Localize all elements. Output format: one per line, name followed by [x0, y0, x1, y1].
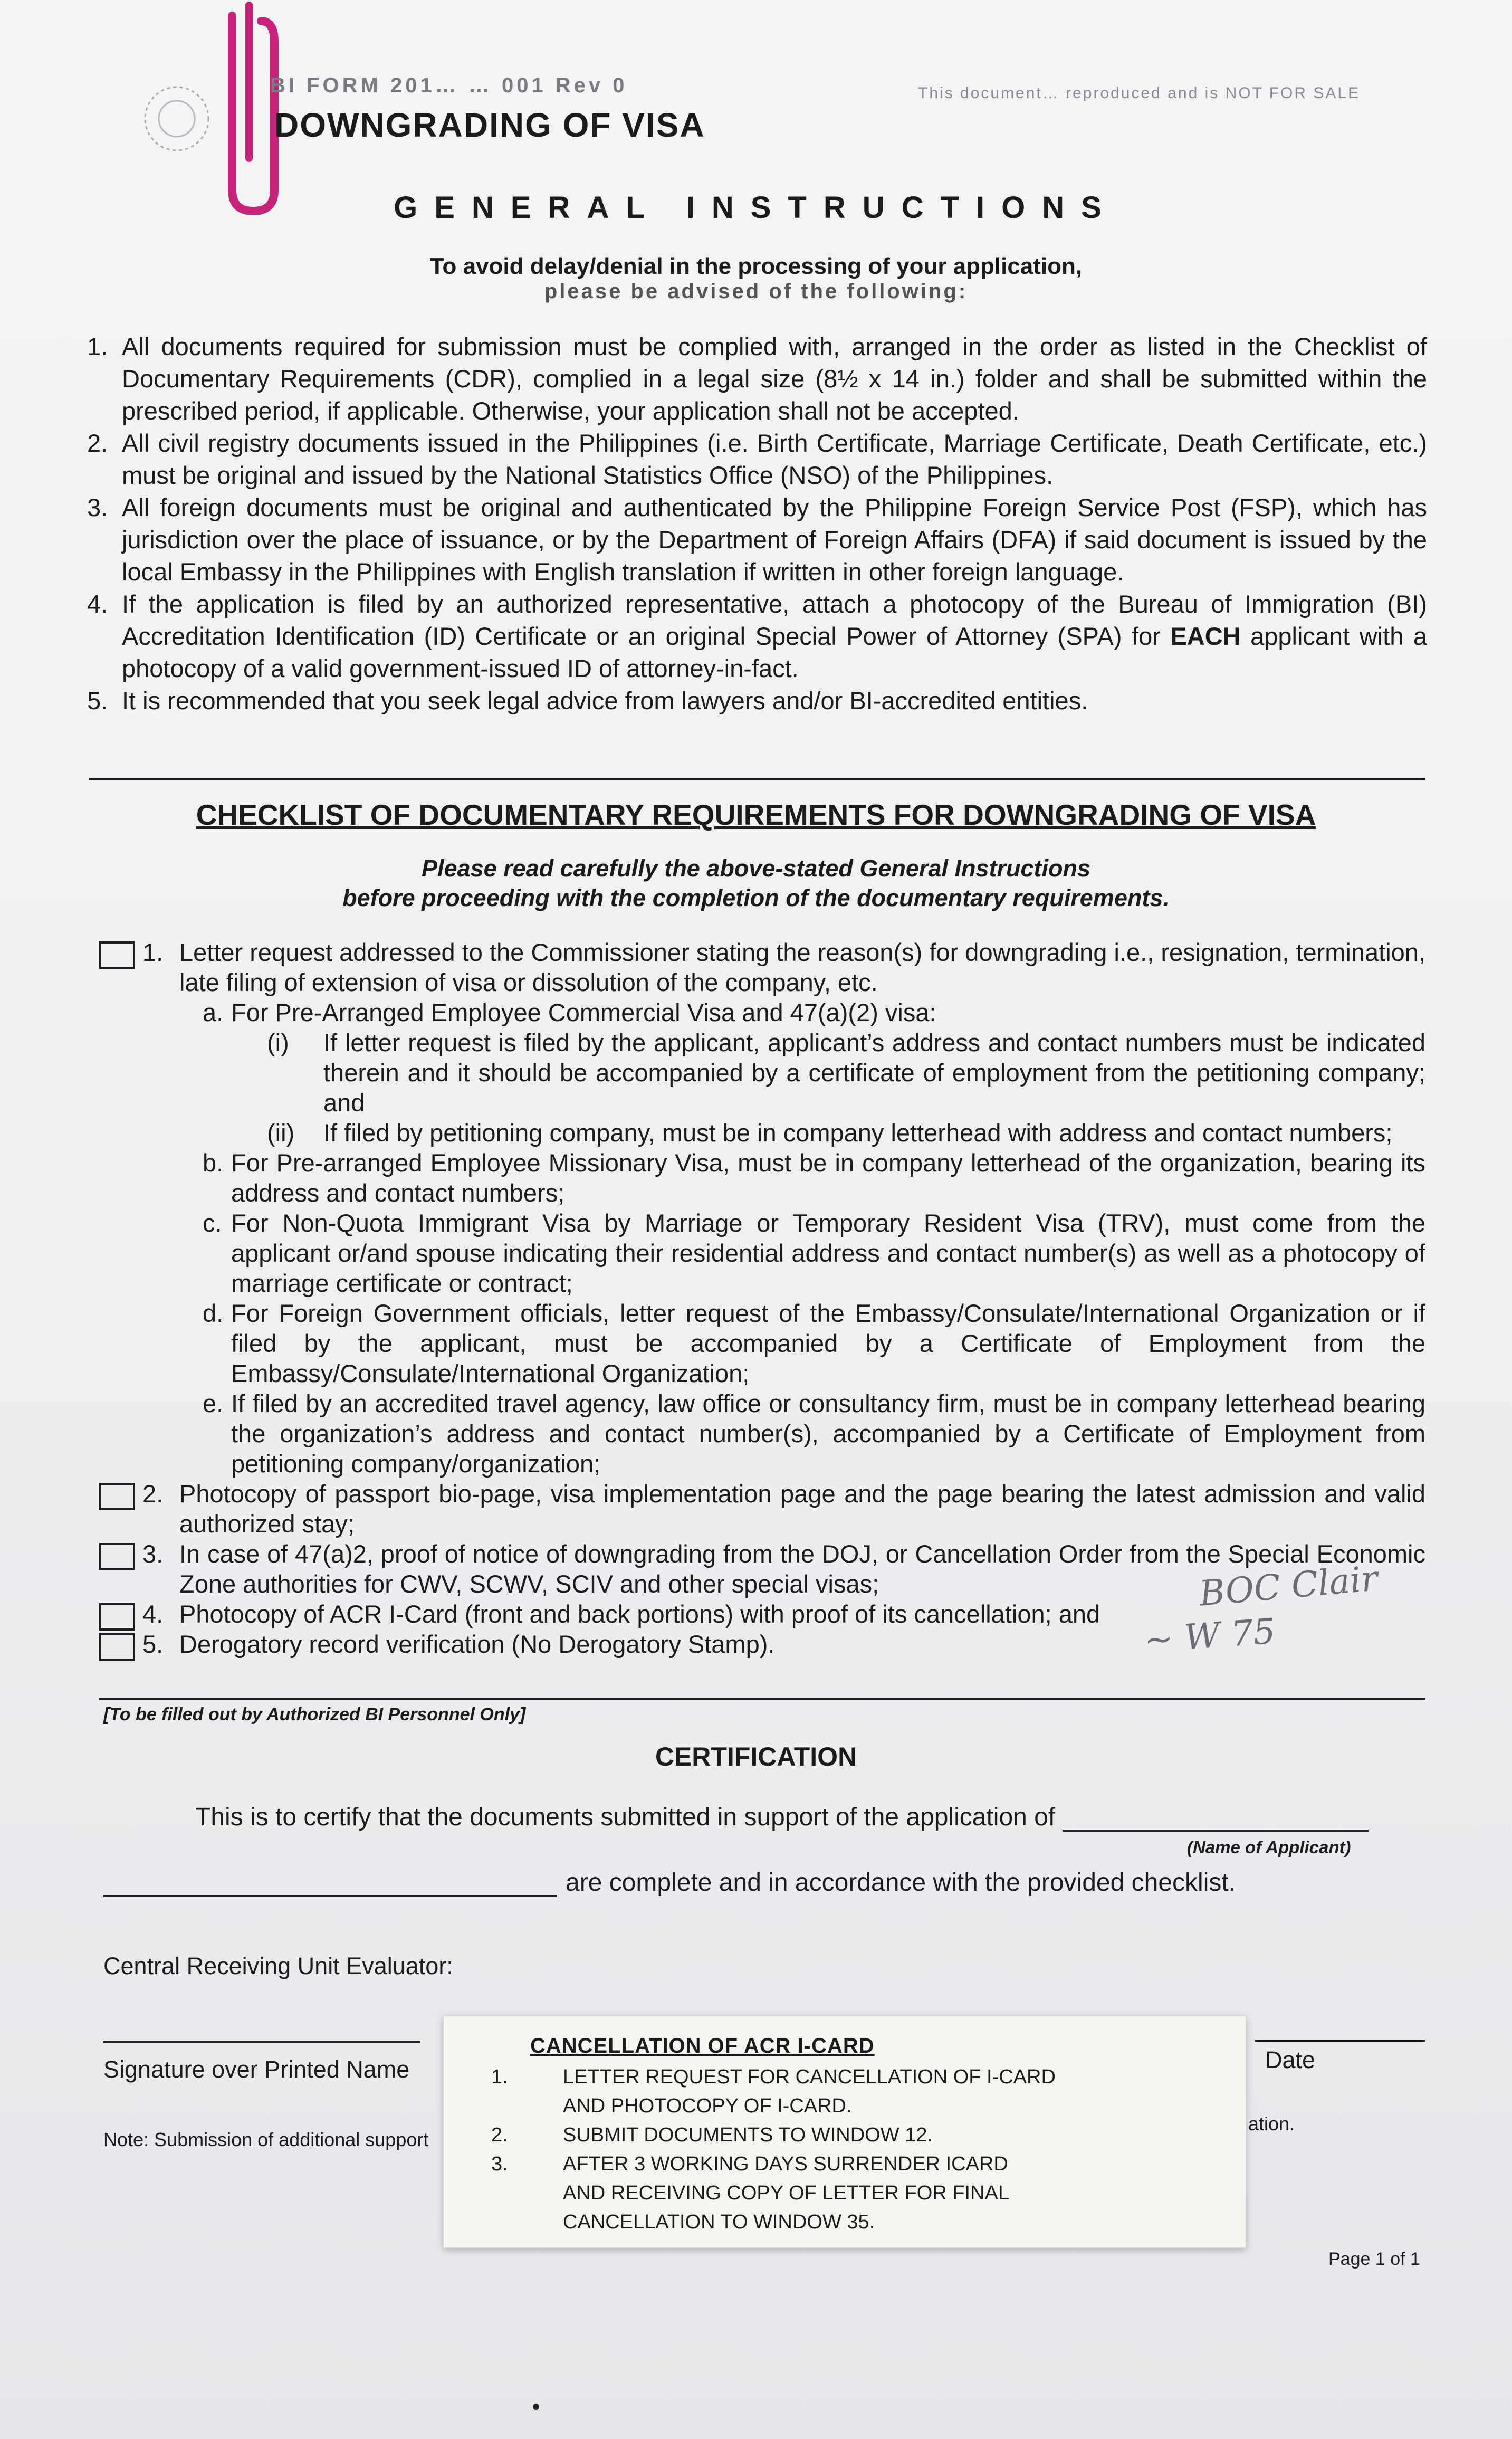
requirement-item: 2. Photocopy of passport bio-page, visa implementation page and the page bearing the latest admission and valid authorized stay;: [99, 1479, 1425, 1539]
section-divider: [89, 778, 1425, 780]
form-code: BI FORM 201… … 001 Rev 0: [270, 74, 628, 97]
requirement-subitem: d. For Foreign Government officials, letter request of the Embassy/Consulate/International Organization or if filed by the applicant, must be accompanied by a Certificate of Employment from the Embassy/Consulate/International Organization;: [203, 1299, 1425, 1387]
date-label: Date: [1265, 2046, 1316, 2073]
additional-support-note-tail: ation.: [1248, 2113, 1295, 2135]
applicant-name-field[interactable]: [1063, 1807, 1369, 1832]
requirement-checkbox[interactable]: [99, 1543, 135, 1570]
cancellation-sticky-note: [443, 2016, 1246, 2248]
sticky-note-item: 3. AFTER 3 WORKING DAYS SURRENDER ICARD AND RECEIVING COPY OF LETTER FOR FINAL CANCELLATION TO WINDOW 35.: [491, 2153, 1009, 2233]
checklist-title: CHECKLIST OF DOCUMENTARY REQUIREMENTS FOR DOWNGRADING OF VISA: [196, 798, 1316, 831]
requirement-checkbox[interactable]: [99, 1633, 135, 1661]
certification-statement: This is to certify that the documents submitted in support of the application of: [195, 1803, 1369, 1832]
date-field[interactable]: [1255, 2040, 1425, 2042]
requirement-checkbox[interactable]: [99, 1603, 135, 1631]
personnel-only-note: [To be filled out by Authorized BI Personnel Only]: [103, 1704, 526, 1725]
requirement-subitem: e. If filed by an accredited travel agency, law office or consultancy firm, must be in company letterhead bearing the organization’s address and contact number(s), accompanied by a Certificate of Employment from petitioning company/organization;: [203, 1389, 1425, 1478]
instruction-item: 3. All foreign documents must be original and authenticated by the Philippine Foreign Service Post (FSP), which has jurisdiction over the place of issuance, or by the Department of Foreign Affairs (DFA) if said document is issued by the local Embassy in the Philippines with English translation if written in other foreign language.: [87, 493, 1427, 586]
sticky-note-list: [491, 2063, 1230, 2237]
instructions-intro: To avoid delay/denial in the processing of your application,: [429, 253, 1083, 279]
certification-title: CERTIFICATION: [655, 1742, 857, 1771]
signature-field[interactable]: [103, 2041, 420, 2043]
requirement-subsubitem: (ii) If filed by petitioning company, must be in company letterhead with address and contact numbers;: [267, 1119, 1393, 1147]
requirement-checkbox[interactable]: [99, 1483, 135, 1510]
not-for-sale-notice: This document… reproduced and is NOT FOR SALE: [918, 84, 1361, 102]
checklist-read-note-2: before proceeding with the completion of the documentary requirements.: [342, 884, 1170, 911]
requirement-item: 1. Letter request addressed to the Commissioner stating the reason(s) for downgrading i.e., resignation, termination, late filing of extension of visa or dissolution of the company, etc.: [99, 937, 1425, 997]
sticky-note-title: CANCELLATION OF ACR I-CARD: [530, 2034, 875, 2057]
requirement-subsubitem: (i) If letter request is filed by the applicant, applicant’s address and contact numbers must be indicated therein and it should be accompanied by a certificate of employment from the petitioning company; and: [267, 1028, 1425, 1117]
instruction-item: 4. If the application is filed by an authorized representative, attach a photocopy of the Bureau of Immigration (BI) Accreditation Identification (ID) Certificate or an original Special Power of Attorney (SPA) for EACH applicant with a photocopy of a valid government-issued ID of attorney-in-fact.: [87, 590, 1427, 682]
requirement-item: 5. Derogatory record verification (No Derogatory Stamp).: [99, 1629, 1425, 1659]
requirement-subitem: b. For Pre-arranged Employee Missionary Visa, must be in company letterhead of the organization, bearing its address and contact numbers;: [203, 1149, 1425, 1207]
sticky-note-item: 1. LETTER REQUEST FOR CANCELLATION OF I-CARD AND PHOTOCOPY OF I-CARD.: [491, 2066, 1056, 2117]
general-instructions-title: GENERAL INSTRUCTIONS: [394, 190, 1118, 225]
certification-statement-2: are complete and in accordance with the provided checklist.: [103, 1868, 1236, 1897]
instruction-item: 5. It is recommended that you seek legal advice from lawyers and/or BI-accredited entities.: [87, 687, 1088, 714]
requirements-list: [99, 937, 1425, 1659]
instructions-intro-2: please be advised of the following:: [544, 280, 968, 303]
requirement-checkbox[interactable]: [99, 941, 135, 969]
signature-label: Signature over Printed Name: [103, 2056, 410, 2083]
document-title: DOWNGRADING OF VISA: [274, 106, 705, 144]
requirement-subitem: c. For Non-Quota Immigrant Visa by Marriage or Temporary Resident Visa (TRV), must come from the applicant or/and spouse indicating their residential address and contact number(s) as well as a photocopy of marriage certificate or contract;: [203, 1209, 1425, 1297]
applicant-name-label: (Name of Applicant): [1187, 1837, 1351, 1857]
sticky-note-item: 2. SUBMIT DOCUMENTS TO WINDOW 12.: [491, 2124, 933, 2146]
handwritten-note: ~ W 75: [1143, 1611, 1277, 1661]
general-instructions-list: [87, 330, 1427, 717]
section-divider: [99, 1698, 1425, 1700]
additional-support-note: Note: Submission of additional support: [103, 2129, 429, 2150]
requirement-subitem: a. For Pre-Arranged Employee Commercial Visa and 47(a)(2) visa:: [203, 998, 936, 1026]
checklist-read-note: Please read carefully the above-stated General Instructions: [422, 855, 1090, 882]
page-number: Page 1 of 1: [1328, 2249, 1420, 2269]
ink-dot: [533, 2404, 539, 2410]
instruction-item: 2. All civil registry documents issued in the Philippines (i.e. Birth Certificate, Marriage Certificate, Death Certificate, etc.) must be original and issued by the National Statistics Office (NSO) of the Philippines.: [87, 429, 1427, 489]
certification-blank-field[interactable]: [103, 1872, 557, 1897]
evaluator-label: Central Receiving Unit Evaluator:: [103, 1952, 453, 1979]
handwritten-note: BOC Clair: [1198, 1558, 1380, 1614]
requirement-item: 3. In case of 47(a)2, proof of notice of downgrading from the DOJ, or Cancellation Order from the Special Economic Zone authorities for CWV, SCWV, SCIV and other special visas;: [99, 1539, 1425, 1599]
instruction-item: 1. All documents required for submission must be complied with, arranged in the order as listed in the Checklist of Documentary Requirements (CDR), complied in a legal size (8½ x 14 in.) folder and shall be submitted within the prescribed period, if applicable. Otherwise, your application shall not be accepted.: [87, 332, 1427, 425]
requirement-item: 4. Photocopy of ACR I-Card (front and back portions) with proof of its cancellation; and: [99, 1599, 1425, 1629]
